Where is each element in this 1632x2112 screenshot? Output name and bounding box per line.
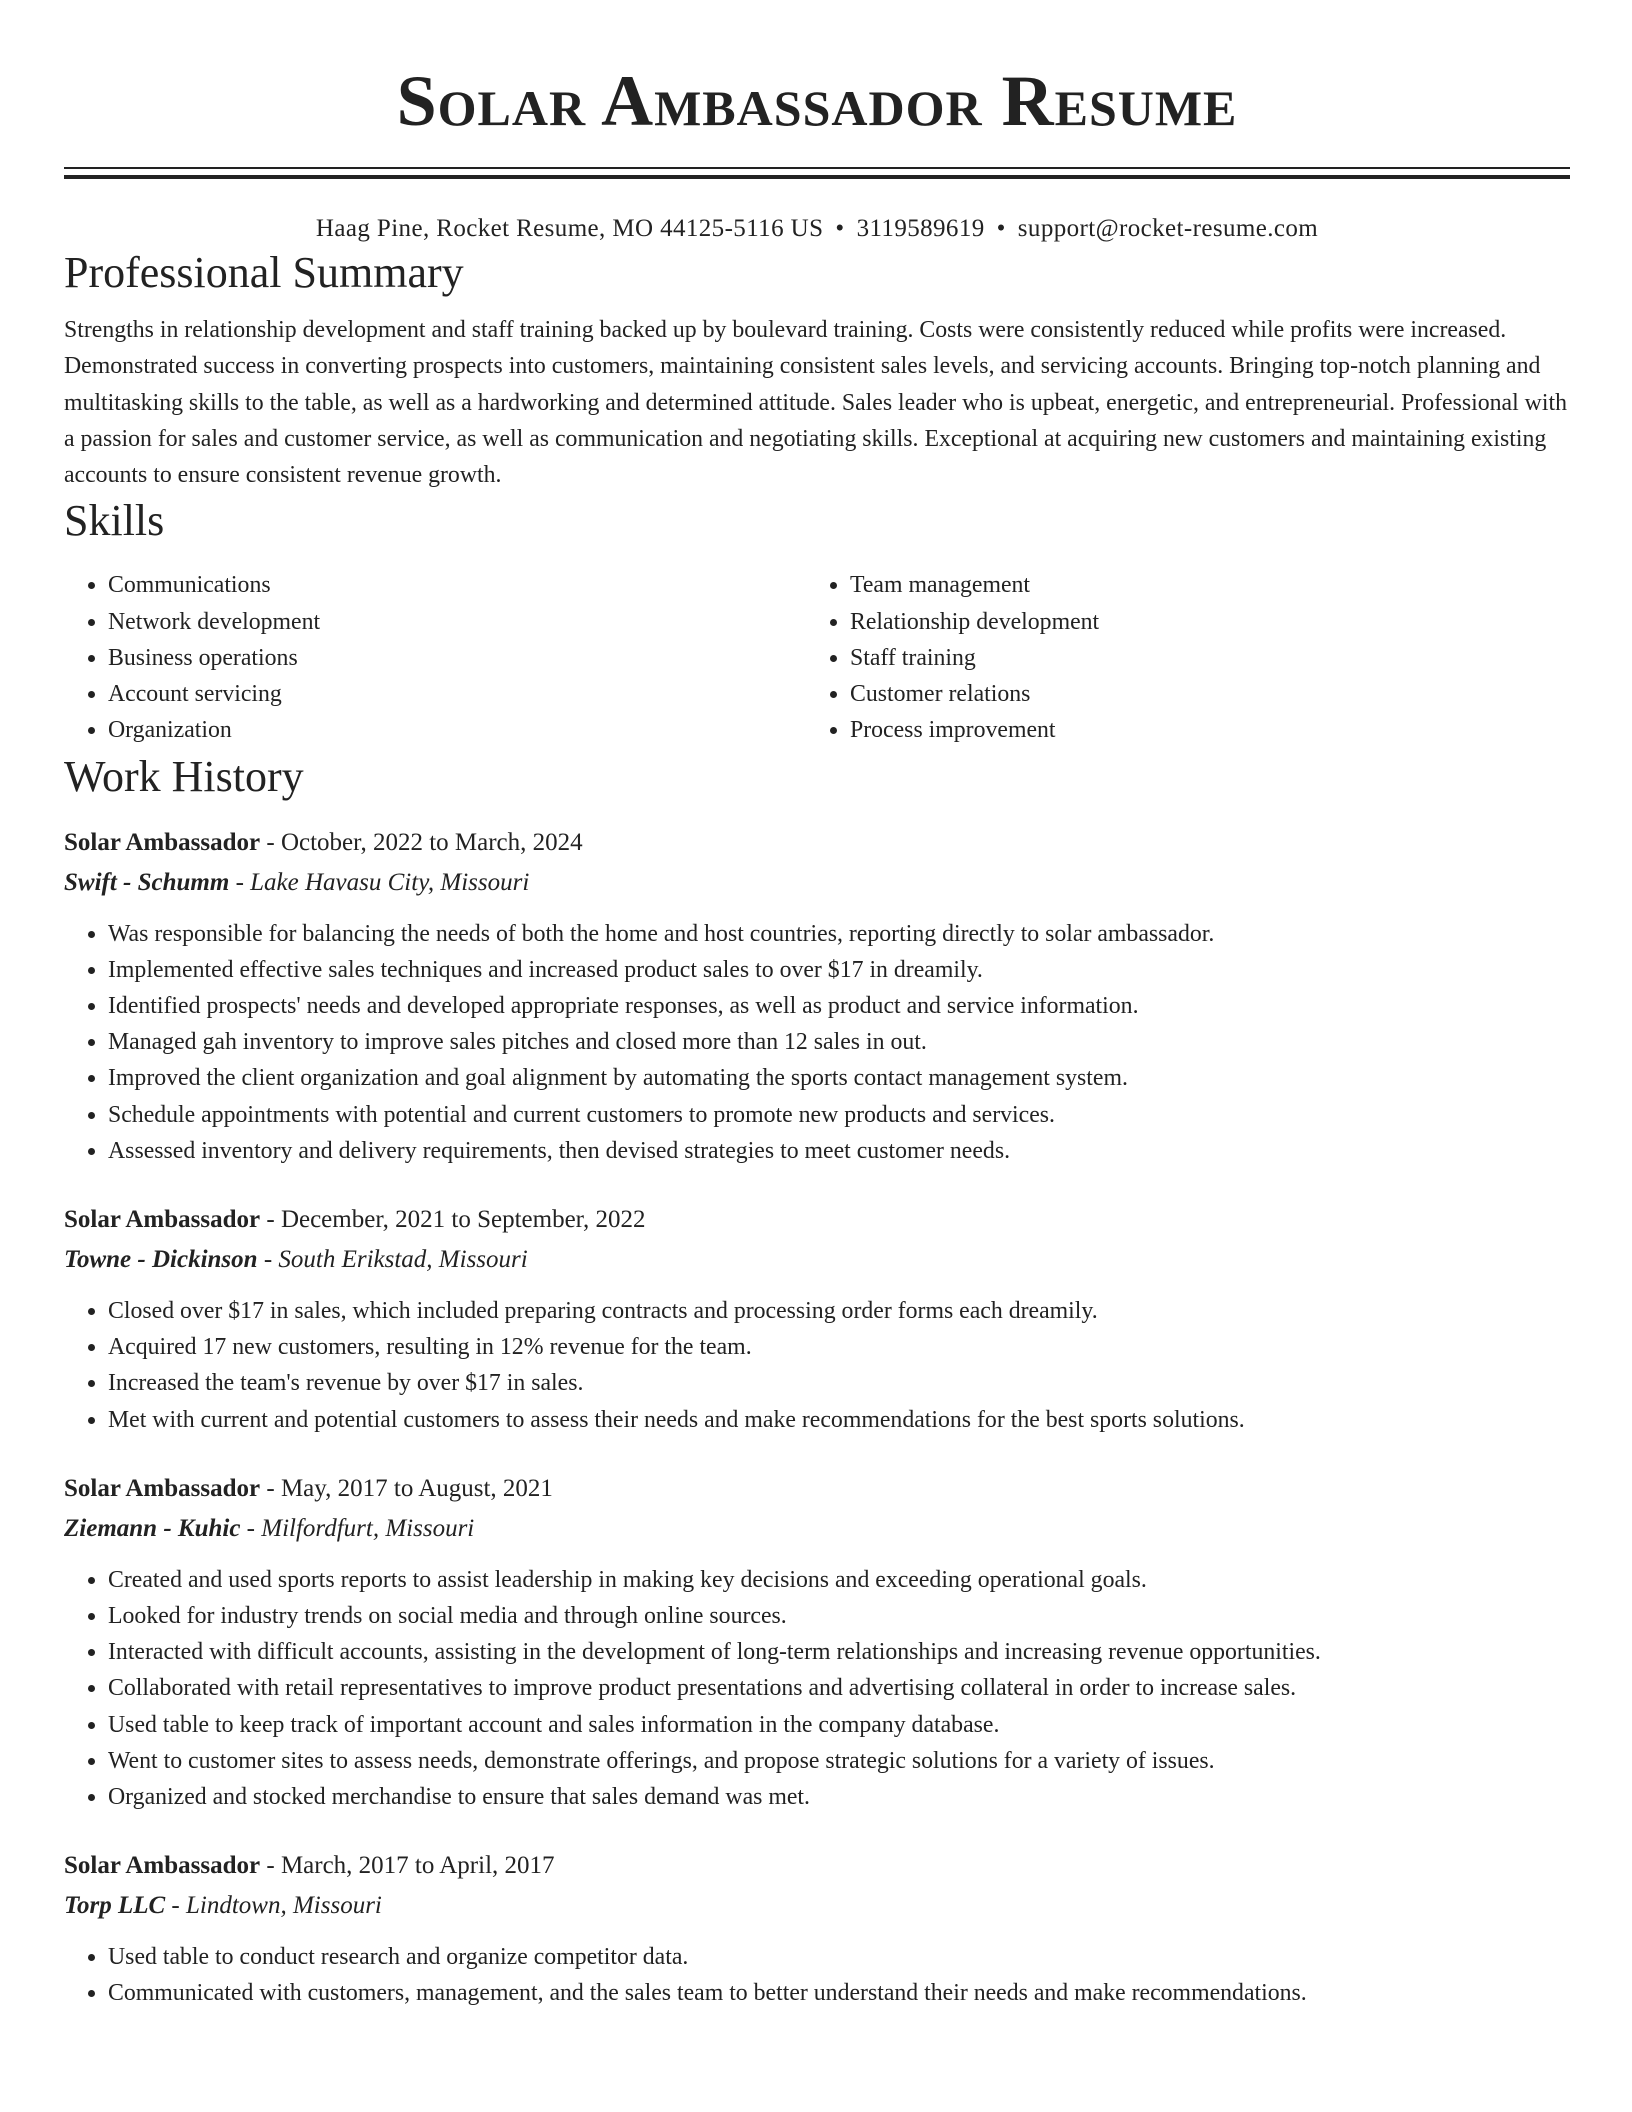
job-bullet: • Communicated with customers, management, and the sales team to better understand their needs and make recommendations.	[108, 1975, 1570, 2011]
skill-item: • Communications	[108, 567, 806, 603]
skills-column-right	[806, 567, 1548, 748]
job-company: Ziemann - Kuhic	[64, 1514, 241, 1542]
job-bullet: • Acquired 17 new customers, resulting in 12% revenue for the team.	[108, 1329, 1570, 1365]
job-bullet: • Went to customer sites to assess needs, demonstrate offerings, and propose strategic solutions for a variety of issues.	[108, 1743, 1570, 1779]
skill-item: • Team management	[850, 567, 1548, 603]
contact-email: support@rocket-resume.com	[1017, 215, 1319, 242]
job-bullet: • Increased the team's revenue by over $17 in sales.	[108, 1365, 1570, 1401]
job-dates: May, 2017 to August, 2021	[280, 1474, 553, 1502]
job-role: Solar Ambassador	[64, 828, 261, 856]
summary-heading: Professional Summary	[64, 248, 464, 297]
job-title-line	[64, 1846, 1570, 1886]
job-title-line	[64, 1469, 1570, 1509]
dash: -	[240, 1514, 262, 1542]
job-dates: December, 2021 to September, 2022	[280, 1205, 646, 1233]
title-divider	[64, 167, 1570, 179]
contact-phone: 3119589619	[856, 215, 985, 242]
contact-separator: •	[835, 215, 845, 242]
job-bullet: • Schedule appointments with potential and current customers to promote new products and services.	[108, 1097, 1570, 1133]
dash: -	[260, 1205, 281, 1233]
job-bullets	[64, 916, 1570, 1169]
job-dates: October, 2022 to March, 2024	[280, 828, 583, 856]
job-role: Solar Ambassador	[64, 1474, 261, 1502]
job-company: Towne - Dickinson	[64, 1245, 258, 1273]
skill-item: • Network development	[108, 604, 806, 640]
job-bullets	[64, 1562, 1570, 1815]
contact-line	[64, 213, 1570, 245]
job-title-line	[64, 1200, 1570, 1240]
job-bullet: • Used table to conduct research and organize competitor data.	[108, 1939, 1570, 1975]
resume-page	[64, 0, 1570, 2012]
skills-list	[64, 567, 1570, 748]
job-bullet: • Organized and stocked merchandise to ensure that sales demand was met.	[108, 1779, 1570, 1815]
skill-item: • Relationship development	[850, 604, 1548, 640]
dash: -	[260, 1852, 281, 1880]
job-location: Milfordfurt, Missouri	[261, 1514, 475, 1542]
job-bullet: • Collaborated with retail representatives to improve product presentations and advertising collateral in order to increase sales.	[108, 1670, 1570, 1706]
job-location: Lake Havasu City, Missouri	[250, 868, 530, 896]
job-bullet: • Closed over $17 in sales, which included preparing contracts and processing order forms each dreamily.	[108, 1293, 1570, 1329]
dash: -	[229, 868, 251, 896]
dash: -	[260, 1474, 281, 1502]
job-bullet: • Looked for industry trends on social media and through online sources.	[108, 1598, 1570, 1634]
job-bullets	[64, 1939, 1570, 2011]
job-company-line	[64, 863, 1570, 903]
job-title-line	[64, 823, 1570, 863]
job-bullet: • Created and used sports reports to assist leadership in making key decisions and exceeding operational goals.	[108, 1562, 1570, 1598]
job-bullet: • Identified prospects' needs and developed appropriate responses, as well as product and service information.	[108, 988, 1570, 1024]
job-entry	[64, 1469, 1570, 1815]
job-location: South Erikstad, Missouri	[278, 1245, 528, 1273]
contact-separator: •	[996, 215, 1006, 242]
job-company-line	[64, 1509, 1570, 1549]
dash: -	[260, 828, 281, 856]
skills-column-left	[64, 567, 806, 748]
job-bullet: • Assessed inventory and delivery requirements, then devised strategies to meet customer needs.	[108, 1133, 1570, 1169]
skill-item: • Account servicing	[108, 676, 806, 712]
skill-item: • Organization	[108, 712, 806, 748]
work-history-heading: Work History	[64, 751, 304, 801]
job-role: Solar Ambassador	[64, 1852, 261, 1880]
job-entry	[64, 1200, 1570, 1438]
contact-address: Haag Pine, Rocket Resume, MO 44125-5116 US	[315, 215, 824, 242]
dash: -	[165, 1892, 186, 1920]
resume-title: Solar Ambassador Resume	[396, 61, 1238, 141]
job-entry	[64, 1846, 1570, 2011]
job-company-line	[64, 1240, 1570, 1280]
skill-item: • Business operations	[108, 640, 806, 676]
job-dates: March, 2017 to April, 2017	[280, 1852, 555, 1880]
skill-item: • Process improvement	[850, 712, 1548, 748]
job-role: Solar Ambassador	[64, 1205, 261, 1233]
job-bullet: • Managed gah inventory to improve sales pitches and closed more than 12 sales in out.	[108, 1024, 1570, 1060]
job-company: Torp LLC	[64, 1892, 166, 1920]
job-entry	[64, 823, 1570, 1169]
summary-text: Strengths in relationship development and staff training backed up by boulevard training. Costs were consistently reduced while profits were increased. Demonstrated success in converting prospects into customers, maintaining consistent sales levels, and servicing accounts. Bringing top-notch planning and multitasking skills to the table, as well as a hardworking and determined attitude. Sales leader who is upbeat, energetic, and entrepreneurial. Professional with a passion for sales and customer service, as well as communication and negotiating skills. Exceptional at acquiring new customers and maintaining existing accounts to ensure consistent revenue growth.	[64, 317, 1567, 489]
job-bullet: • Used table to keep track of important account and sales information in the company database.	[108, 1707, 1570, 1743]
job-company-line	[64, 1886, 1570, 1926]
job-bullet: • Improved the client organization and goal alignment by automating the sports contact management system.	[108, 1060, 1570, 1096]
job-bullet: • Interacted with difficult accounts, assisting in the development of long-term relationships and increasing revenue opportunities.	[108, 1634, 1570, 1670]
skill-item: • Staff training	[850, 640, 1548, 676]
job-location: Lindtown, Missouri	[186, 1892, 382, 1920]
job-company: Swift - Schumm	[64, 868, 230, 896]
job-bullet: • Met with current and potential customers to assess their needs and make recommendations for the best sports solutions.	[108, 1402, 1570, 1438]
skill-item: • Customer relations	[850, 676, 1548, 712]
job-bullet: • Implemented effective sales techniques and increased product sales to over $17 in dreamily.	[108, 952, 1570, 988]
dash: -	[257, 1245, 279, 1273]
job-bullets	[64, 1293, 1570, 1438]
skills-heading: Skills	[64, 496, 165, 546]
job-bullet: • Was responsible for balancing the needs of both the home and host countries, reporting directly to solar ambassador.	[108, 916, 1570, 952]
